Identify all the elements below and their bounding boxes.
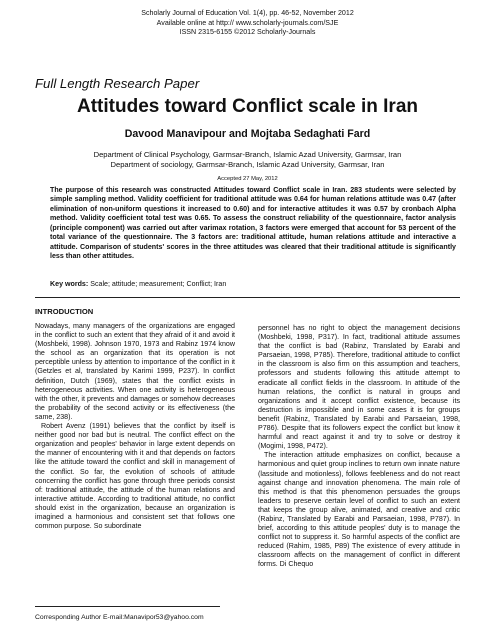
accepted-date: Accepted 27 May, 2012 [217,176,278,182]
journal-header [0,9,495,38]
introduction-heading: INTRODUCTION [35,307,94,316]
affiliation-1: Department of Clinical Psychology, Garmsar-Branch, Islamic Azad University, Garmsar, Iran [93,150,402,159]
paragraph: personnel has no right to object the management decisions (Moshbeki, 1998, P317). In fact, traditional attitude assumes that the conflict is bad (Rabinz, Translated by Earabi and Parsaeian, 1998, P785). Therefore, traditional attitude to conflict in the classroom is also firm on this assumption and teachers, professors and students following this attitude attempt to eradicate all conflict fields in the classroom. In attitude of the human relations, the conflict is natural in groups and organizations and it accept conflict existence, because its destruction is impossible and in some cases it is for groups benefit (Rabinz, Translated by Earabi and Parsaeian, 1998, P786). Despite that its followers expect the conflict but know it harmful and react against it and try to solve or destroy it (Mogimi, 1998, P472). [258,324,460,451]
paragraph: Robert Avenz (1991) believes that the conflict by itself is neither good nor bad but is neutral. The conflict effect on the organization and peoples' behavior in large extent depends on the manner of encountering with it and that depends on factors like the attitude toward the conflict and skill in management of the conflict. So far, the evolution of schools of attitude concerning the conflict has gone through three periods consist of: traditional attitude, the attitude of the human relations and interactive attitude. According to traditional attitude, no conflict should exist in the organization, because an organization is imagined a harmonious and consistent set that follows one common purpose. So subordinate [35,422,235,531]
journal-url: Available online at http:// www.scholarly-journals.com/SJE [156,18,339,27]
section-divider [35,297,460,298]
affiliation-2: Department of sociology, Garmsar-Branch, Islamic Azad University, Garmsar, Iran [110,160,385,170]
article-type: Full Length Research Paper [35,76,200,91]
paragraph: The interaction attitude emphasizes on conflict, because a harmonious and quiet group inclines to return own innate nature (lassitude and motionless), follows feebleness and do not react against change and innovation phenomena. The main role of this method is that this phenomenon persuades the groups leaders to preserve certain level of conflict to such an extent that keeps the group alive, animated, and creative and critic (Rabinz, Translated by Earabi and Parsaeian, 1998, P787). In brief, according to this attitude peoples' duty is to manage the conflict not to suppress it. So harmful aspects of the conflict are reduced (Rahim, 1985, P89) The existence of every attitude in classroom affects on the management of conflict in different forms. Di Chequo [258,451,460,569]
paragraph: Nowadays, many managers of the organizations are engaged in the conflict to such an extent that they afraid of it and avoid it (Moshbeki, 1998). Johnson 1970, 1973 and Rabinz 1974 know the school as an organization that its operation is not perceptible unless by attention to importance of the conflict in it (Getzles et al, translated by Karimi 1999, P237). In conflict definition, Dutch (1969), states that the conflict exists in heterogeneous activities. When one activity is heterogeneous with the other, it prevents and damages or somehow decreases the probability of the second activity or its effectiveness (the same, 238). [35,322,235,421]
left-column [35,322,235,531]
authors: Davood Manavipour and Mojtaba Sedaghati Fard [124,128,371,140]
keywords-text: Scale; attitude; measurement; Conflict; Iran [90,280,227,288]
journal-issn: ISSN 2315-6155 ©2012 Scholarly-Journals [179,28,316,37]
journal-citation: Scholarly Journal of Education Vol. 1(4), pp. 46-52, November 2012 [141,9,354,17]
paper-title: Attitudes toward Conflict scale in Iran [77,96,418,117]
corresponding-author-footnote: Corresponding Author E-mail:Manavipor53@yahoo.com [35,614,204,621]
abstract: The purpose of this research was constructed Attitudes toward Conflict scale in Iran. 283 students were selected by simple sampling method. Validity coefficient for traditional attitude was 0.64 for human relations attitude was 0.47 (after elimination of non-uniform questions it increased to 0.60) and for interactive attitudes it was 0.57 by cronbach Alpha method. Validity coefficient total test was 0.65. To assess the construct reliability of the questionnaire, factor analysis (principle component) was carried out after varimax rotation, 3 factors were emerged that account for 53 percent of the total variance of the questionnaire. The 3 factors are: traditional attitude, human relations attitude and interactive a attitude. Comparison of students' scores in the three attitudes was cleared that their traditional attitude is significantly less than other attitudes. [50,186,456,261]
right-column [258,324,460,570]
footnote-divider [35,606,220,607]
affiliations [0,150,495,171]
keywords-label: Key words: [50,280,89,288]
keywords [50,280,456,288]
